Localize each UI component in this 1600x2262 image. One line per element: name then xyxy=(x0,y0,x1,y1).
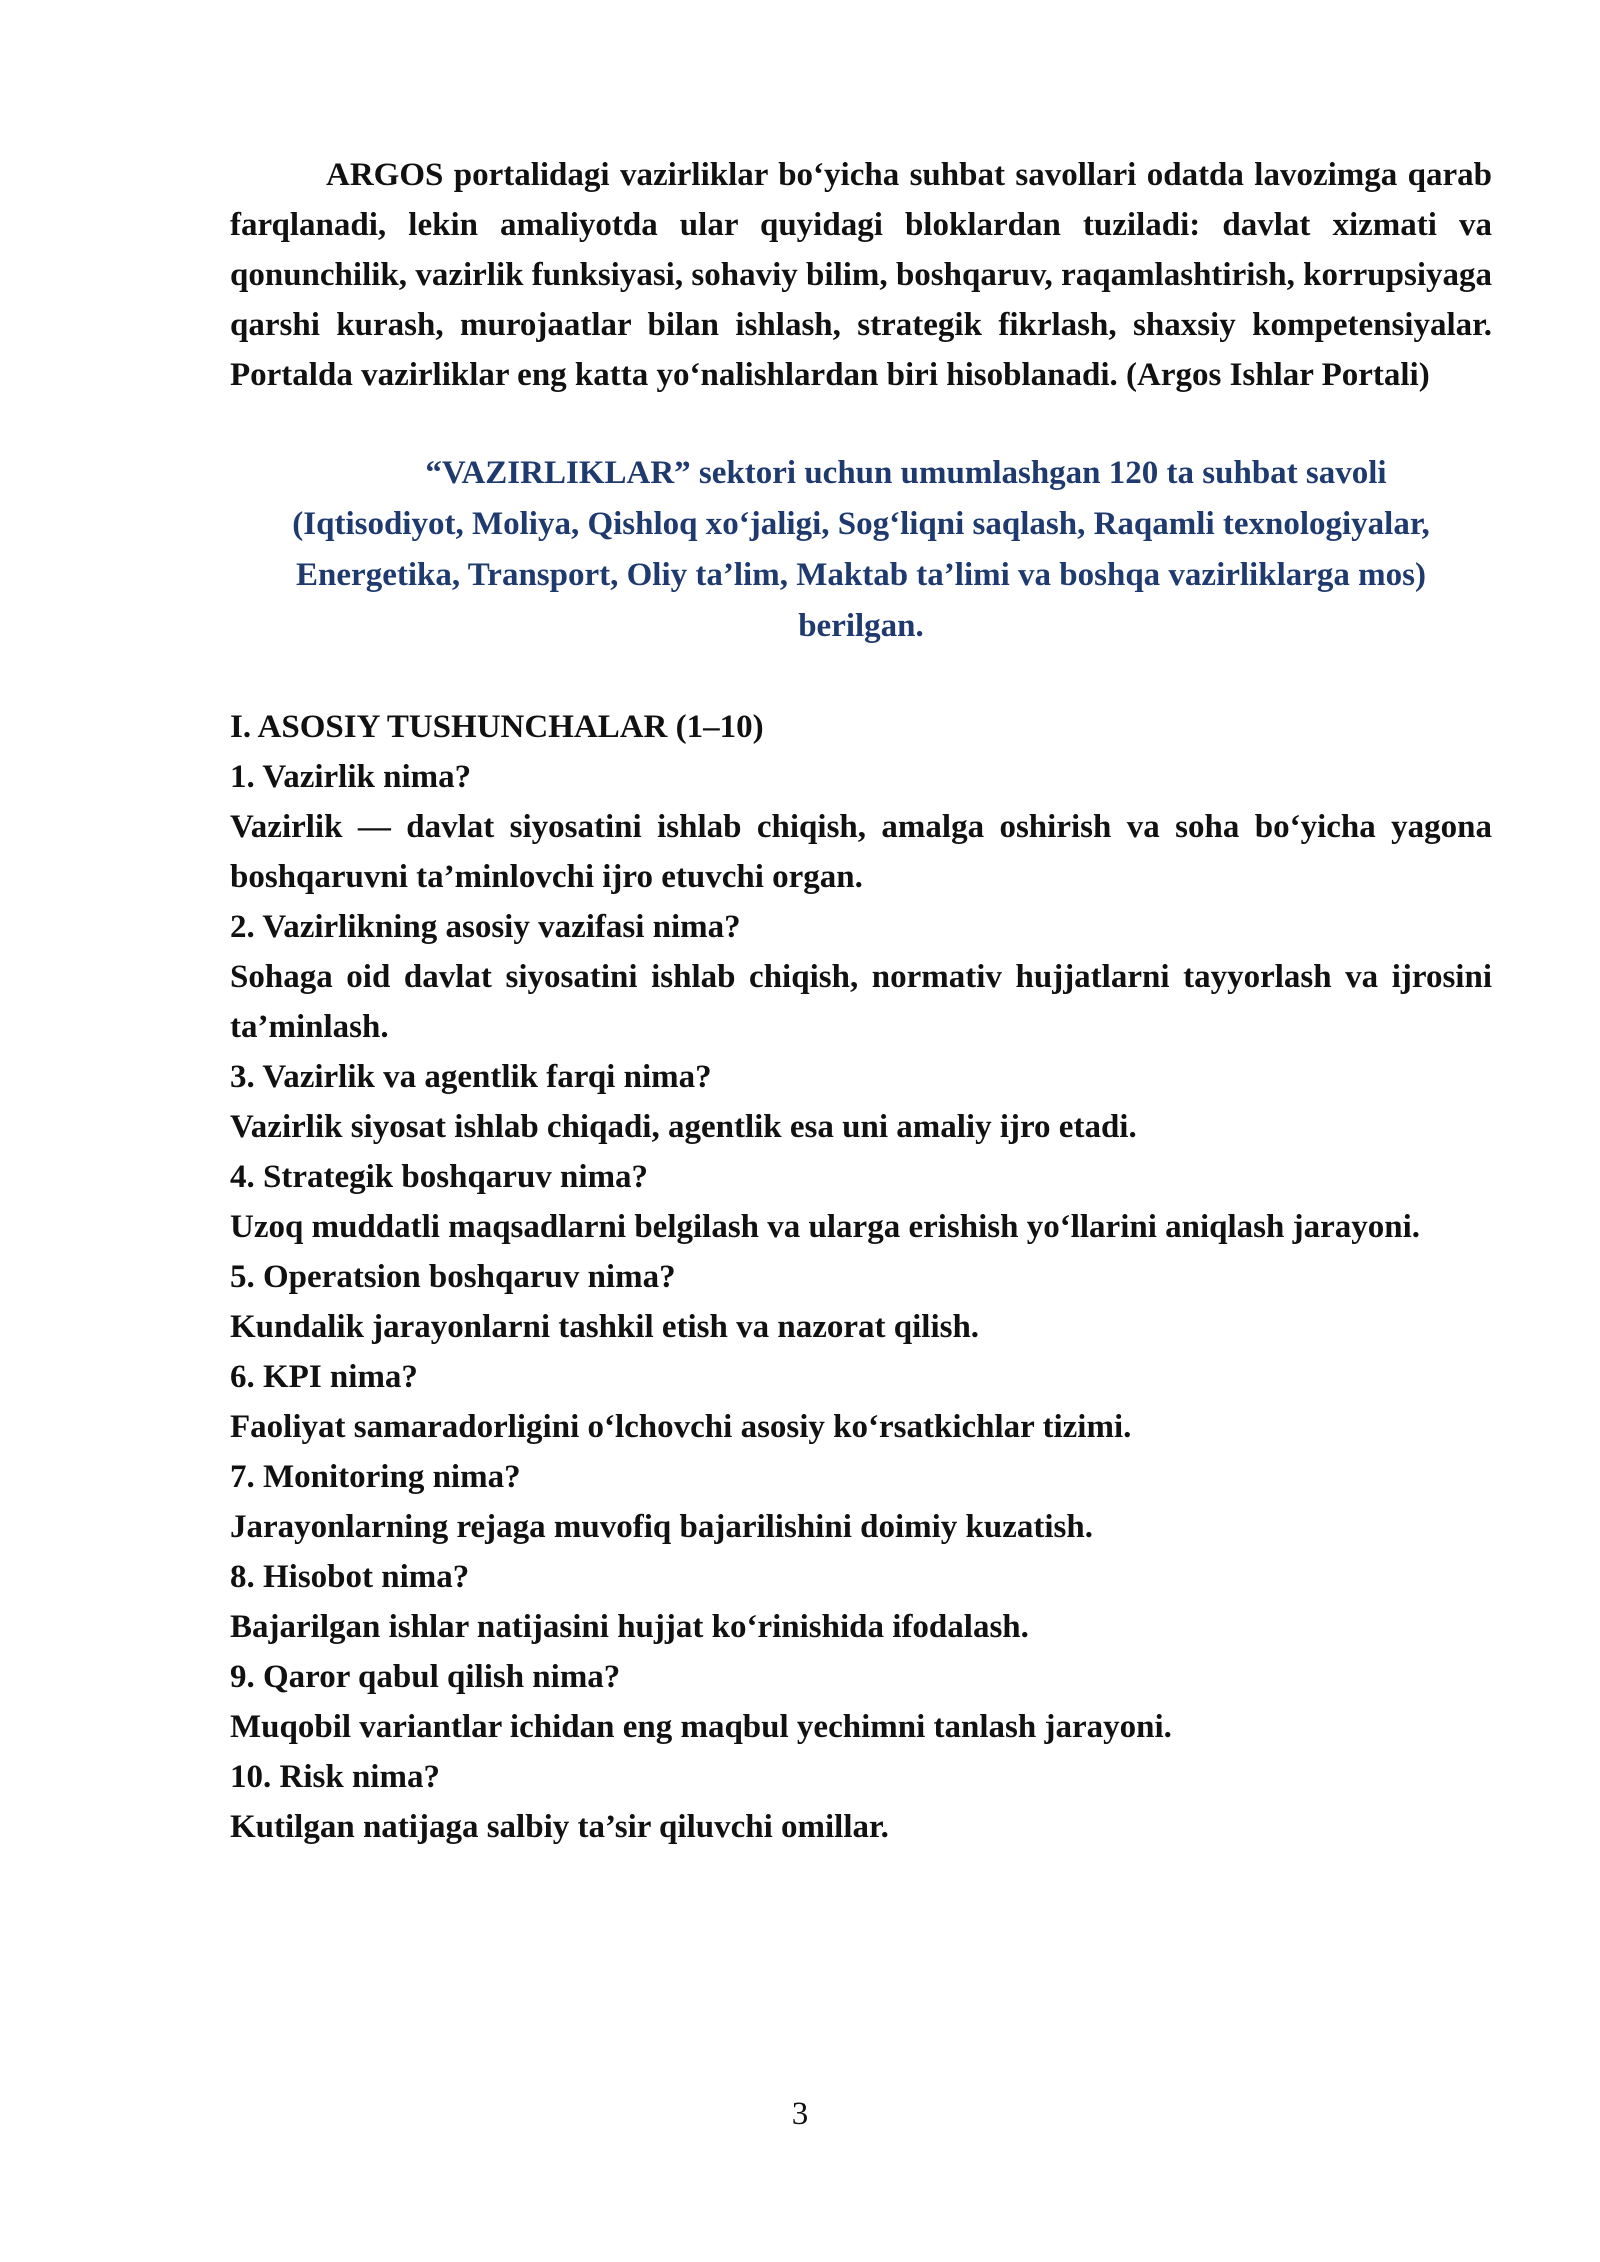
question: 6. KPI nima? xyxy=(230,1359,418,1395)
question: 8. Hisobot nima? xyxy=(230,1559,470,1595)
qa-item xyxy=(230,902,1492,1052)
qa-item xyxy=(230,1252,1492,1352)
qa-item xyxy=(230,1352,1492,1452)
qa-item xyxy=(230,1752,1492,1852)
question: 3. Vazirlik va agentlik farqi nima? xyxy=(230,1059,712,1095)
answer: Faoliyat samaradorligini o‘lchovchi asosiy ko‘rsatkichlar tizimi. xyxy=(230,1409,1132,1445)
question: 10. Risk nima? xyxy=(230,1759,440,1795)
question: 5. Operatsion boshqaruv nima? xyxy=(230,1259,676,1295)
section-title: I. ASOSIY TUSHUNCHALAR (1–10) xyxy=(230,709,764,745)
answer: Uzoq muddatli maqsadlarni belgilash va ularga erishish yo‘llarini aniqlash jarayoni. xyxy=(230,1209,1421,1245)
intro-paragraph: ARGOS portalidagi vazirliklar bo‘yicha suhbat savollari odatda lavozimga qarab farqlanadi, lekin amaliyotda ular quyidagi bloklardan tuziladi: davlat xizmati va qonunchilik, vazirlik funksiyasi, sohaviy bilim, boshqaruv, raqamlashtirish, korrupsiyaga qarshi kurash, murojaatlar bilan ishlash, strategik fikrlash, shaxsiy kompetensiyalar. Portalda vazirliklar eng katta yo‘nalishlardan biri hisoblanadi. (Argos Ishlar Portali) xyxy=(230,157,1492,393)
qa-item xyxy=(230,752,1492,902)
qa-item xyxy=(230,1452,1492,1552)
qa-item xyxy=(230,1152,1492,1252)
sector-headline-rest: (Iqtisodiyot, Moliya, Qishloq xo‘jaligi, Sog‘liqni saqlash, Raqamli texnologiyalar, Energetika, Transport, Oliy ta’lim, Maktab ta’limi va boshqa vazirliklarga mos) berilgan. xyxy=(292,506,1430,644)
question: 1. Vazirlik nima? xyxy=(230,759,472,795)
answer: Kundalik jarayonlarni tashkil etish va nazorat qilish. xyxy=(230,1309,980,1345)
qa-item xyxy=(230,1652,1492,1752)
answer: Kutilgan natijaga salbiy ta’sir qiluvchi omillar. xyxy=(230,1809,889,1845)
question: 9. Qaror qabul qilish nima? xyxy=(230,1659,621,1695)
document-page xyxy=(230,150,1492,1852)
question: 7. Monitoring nima? xyxy=(230,1459,521,1495)
qa-item xyxy=(230,1052,1492,1152)
sector-headline-line1: “VAZIRLIKLAR” sektori uchun umumlashgan 120 ta suhbat savoli xyxy=(425,455,1387,491)
answer: Sohaga oid davlat siyosatini ishlab chiqish, normativ hujjatlarni tayyorlash va ijrosini ta’minlash. xyxy=(230,959,1492,1045)
page-number: 3 xyxy=(791,2096,809,2132)
qa-item xyxy=(230,1552,1492,1652)
answer: Jarayonlarning rejaga muvofiq bajarilishini doimiy kuzatish. xyxy=(230,1509,1093,1545)
answer: Vazirlik siyosat ishlab chiqadi, agentlik esa uni amaliy ijro etadi. xyxy=(230,1109,1137,1145)
answer: Vazirlik — davlat siyosatini ishlab chiqish, amalga oshirish va soha bo‘yicha yagona boshqaruvni ta’minlovchi ijro etuvchi organ. xyxy=(230,809,1492,895)
answer: Bajarilgan ishlar natijasini hujjat ko‘rinishida ifodalash. xyxy=(230,1609,1029,1645)
sector-headline xyxy=(230,448,1492,652)
answer: Muqobil variantlar ichidan eng maqbul yechimni tanlash jarayoni. xyxy=(230,1709,1172,1745)
qa-list xyxy=(230,752,1492,1852)
question: 4. Strategik boshqaruv nima? xyxy=(230,1159,649,1195)
question: 2. Vazirlikning asosiy vazifasi nima? xyxy=(230,909,741,945)
